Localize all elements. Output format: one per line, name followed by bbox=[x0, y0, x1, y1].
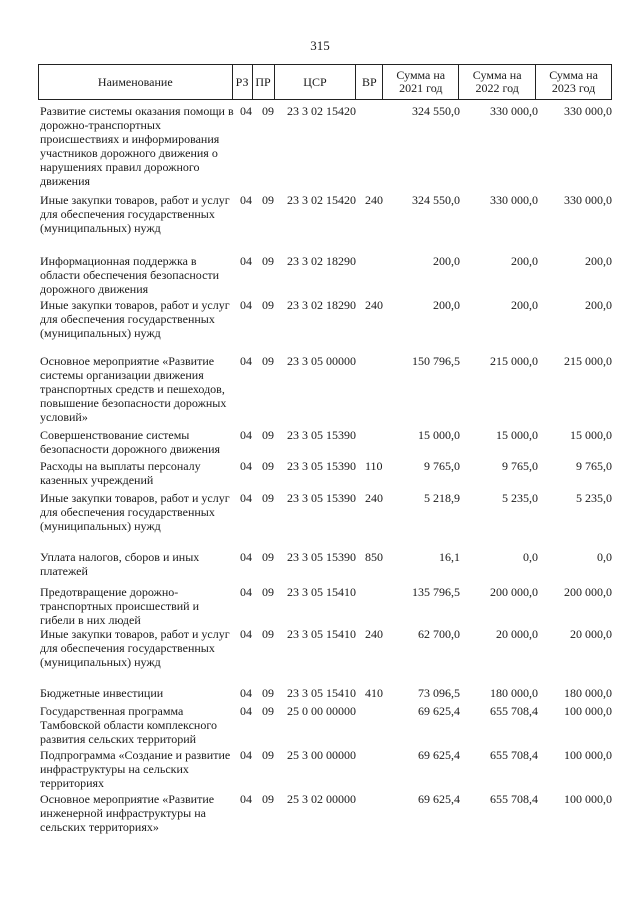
cell-vr: 240 bbox=[365, 627, 383, 641]
cell-sum-2021: 200,0 bbox=[433, 254, 460, 268]
cell-rz: 04 bbox=[240, 193, 252, 207]
cell-sum-2022: 15 000,0 bbox=[496, 428, 538, 442]
cell-pr: 09 bbox=[262, 704, 274, 718]
page-number: 315 bbox=[310, 38, 330, 53]
cell-sum-2023: 215 000,0 bbox=[564, 354, 612, 368]
cell-vr: 240 bbox=[365, 298, 383, 312]
cell-name: Иные закупки товаров, работ и услуг для обеспечения государственных (муниципальных) нужд bbox=[40, 193, 230, 235]
cell-sum-2021: 324 550,0 bbox=[412, 193, 460, 207]
cell-vr: 110 bbox=[365, 459, 383, 473]
cell-sum-2021: 15 000,0 bbox=[418, 428, 460, 442]
cell-sum-2023: 200 000,0 bbox=[564, 585, 612, 599]
cell-name: Основное мероприятие «Развитие инженерной инфраструктуры на сельских территориях» bbox=[40, 792, 215, 834]
cell-sum-2023: 200,0 bbox=[585, 254, 612, 268]
cell-pr: 09 bbox=[262, 354, 274, 368]
cell-name: Бюджетные инвестиции bbox=[40, 686, 164, 700]
cell-csr: 25 3 00 00000 bbox=[287, 748, 356, 762]
cell-rz: 04 bbox=[240, 686, 252, 700]
cell-sum-2021: 73 096,5 bbox=[418, 686, 460, 700]
cell-pr: 09 bbox=[262, 585, 274, 599]
cell-pr: 09 bbox=[262, 748, 274, 762]
cell-name: Иные закупки товаров, работ и услуг для обеспечения государственных (муниципальных) нужд bbox=[40, 491, 230, 533]
cell-sum-2021: 16,1 bbox=[439, 550, 460, 564]
header-csr: ЦСР bbox=[275, 65, 357, 99]
cell-sum-2021: 150 796,5 bbox=[412, 354, 460, 368]
cell-pr: 09 bbox=[262, 104, 274, 118]
cell-rz: 04 bbox=[240, 627, 252, 641]
cell-pr: 09 bbox=[262, 550, 274, 564]
cell-sum-2023: 0,0 bbox=[597, 550, 612, 564]
header-sum-2021: Сумма на 2021 год bbox=[383, 65, 459, 99]
cell-name: Предотвращение дорожно-транспортных происшествий и гибели в них людей bbox=[40, 585, 199, 627]
cell-rz: 04 bbox=[240, 704, 252, 718]
cell-rz: 04 bbox=[240, 354, 252, 368]
cell-sum-2021: 69 625,4 bbox=[418, 748, 460, 762]
cell-csr: 23 3 02 15420 bbox=[287, 104, 356, 118]
cell-sum-2022: 655 708,4 bbox=[490, 792, 538, 806]
cell-pr: 09 bbox=[262, 686, 274, 700]
cell-csr: 23 3 02 18290 bbox=[287, 254, 356, 268]
cell-pr: 09 bbox=[262, 428, 274, 442]
cell-csr: 23 3 05 15410 bbox=[287, 686, 356, 700]
header-rz: РЗ bbox=[233, 65, 253, 99]
cell-name: Расходы на выплаты персоналу казенных учреждений bbox=[40, 459, 201, 487]
header-sum-2023: Сумма на 2023 год bbox=[536, 65, 612, 99]
cell-sum-2021: 324 550,0 bbox=[412, 104, 460, 118]
cell-csr: 23 3 05 15410 bbox=[287, 627, 356, 641]
cell-sum-2022: 9 765,0 bbox=[502, 459, 538, 473]
cell-sum-2021: 200,0 bbox=[433, 298, 460, 312]
cell-sum-2022: 200,0 bbox=[511, 298, 538, 312]
cell-csr: 23 3 05 15390 bbox=[287, 491, 356, 505]
cell-rz: 04 bbox=[240, 491, 252, 505]
cell-sum-2021: 69 625,4 bbox=[418, 792, 460, 806]
cell-rz: 04 bbox=[240, 585, 252, 599]
cell-name: Уплата налогов, сборов и иных платежей bbox=[40, 550, 200, 578]
cell-csr: 25 3 02 00000 bbox=[287, 792, 356, 806]
cell-sum-2022: 5 235,0 bbox=[502, 491, 538, 505]
cell-sum-2023: 100 000,0 bbox=[564, 792, 612, 806]
cell-csr: 23 3 05 00000 bbox=[287, 354, 356, 368]
cell-rz: 04 bbox=[240, 254, 252, 268]
header-sum-2022: Сумма на 2022 год bbox=[459, 65, 536, 99]
cell-sum-2021: 135 796,5 bbox=[412, 585, 460, 599]
cell-vr: 240 bbox=[365, 491, 383, 505]
cell-sum-2023: 330 000,0 bbox=[564, 193, 612, 207]
cell-pr: 09 bbox=[262, 459, 274, 473]
cell-vr: 850 bbox=[365, 550, 383, 564]
cell-sum-2022: 20 000,0 bbox=[496, 627, 538, 641]
cell-sum-2023: 180 000,0 bbox=[564, 686, 612, 700]
cell-pr: 09 bbox=[262, 491, 274, 505]
header-name: Наименование bbox=[39, 65, 233, 99]
cell-sum-2023: 15 000,0 bbox=[570, 428, 612, 442]
cell-sum-2022: 200,0 bbox=[511, 254, 538, 268]
cell-vr: 410 bbox=[365, 686, 383, 700]
cell-rz: 04 bbox=[240, 298, 252, 312]
cell-sum-2022: 655 708,4 bbox=[490, 704, 538, 718]
cell-vr: 240 bbox=[365, 193, 383, 207]
cell-rz: 04 bbox=[240, 459, 252, 473]
cell-sum-2023: 330 000,0 bbox=[564, 104, 612, 118]
cell-rz: 04 bbox=[240, 550, 252, 564]
cell-rz: 04 bbox=[240, 428, 252, 442]
cell-sum-2023: 20 000,0 bbox=[570, 627, 612, 641]
cell-csr: 25 0 00 00000 bbox=[287, 704, 356, 718]
cell-name: Иные закупки товаров, работ и услуг для обеспечения государственных (муниципальных) нужд bbox=[40, 298, 230, 340]
cell-csr: 23 3 02 15420 bbox=[287, 193, 356, 207]
table-header bbox=[38, 64, 612, 100]
cell-pr: 09 bbox=[262, 627, 274, 641]
cell-pr: 09 bbox=[262, 792, 274, 806]
cell-sum-2022: 655 708,4 bbox=[490, 748, 538, 762]
cell-sum-2023: 100 000,0 bbox=[564, 704, 612, 718]
cell-rz: 04 bbox=[240, 748, 252, 762]
cell-sum-2022: 180 000,0 bbox=[490, 686, 538, 700]
cell-csr: 23 3 05 15410 bbox=[287, 585, 356, 599]
cell-name: Информационная поддержка в области обеспечения безопасности дорожного движения bbox=[40, 254, 220, 296]
cell-sum-2023: 100 000,0 bbox=[564, 748, 612, 762]
cell-sum-2023: 9 765,0 bbox=[576, 459, 612, 473]
cell-sum-2022: 0,0 bbox=[523, 550, 538, 564]
cell-sum-2021: 62 700,0 bbox=[418, 627, 460, 641]
cell-name: Государственная программа Тамбовской области комплексного развития сельских территорий bbox=[40, 704, 217, 746]
cell-pr: 09 bbox=[262, 254, 274, 268]
cell-sum-2021: 69 625,4 bbox=[418, 704, 460, 718]
cell-sum-2023: 5 235,0 bbox=[576, 491, 612, 505]
cell-sum-2021: 5 218,9 bbox=[424, 491, 460, 505]
cell-name: Развитие системы оказания помощи в дорожно-транспортных происшествиях и информирования участников дорожного движения о нарушениях правил дорожного движения bbox=[40, 104, 234, 188]
cell-sum-2021: 9 765,0 bbox=[424, 459, 460, 473]
header-pr: ПР bbox=[253, 65, 275, 99]
cell-sum-2022: 330 000,0 bbox=[490, 104, 538, 118]
cell-name: Основное мероприятие «Развитие системы организации движения транспортных средств и пешеходов, повышение безопасности дорожных условий» bbox=[40, 354, 227, 424]
cell-sum-2022: 215 000,0 bbox=[490, 354, 538, 368]
header-vr: ВР bbox=[356, 65, 383, 99]
cell-name: Подпрограмма «Создание и развитие инфраструктуры на сельских территориях bbox=[40, 748, 231, 790]
cell-sum-2023: 200,0 bbox=[585, 298, 612, 312]
cell-name: Иные закупки товаров, работ и услуг для обеспечения государственных (муниципальных) нужд bbox=[40, 627, 230, 669]
cell-rz: 04 bbox=[240, 792, 252, 806]
cell-name: Совершенствование системы безопасности дорожного движения bbox=[40, 428, 221, 456]
cell-csr: 23 3 02 18290 bbox=[287, 298, 356, 312]
cell-pr: 09 bbox=[262, 298, 274, 312]
cell-csr: 23 3 05 15390 bbox=[287, 459, 356, 473]
cell-csr: 23 3 05 15390 bbox=[287, 428, 356, 442]
cell-sum-2022: 200 000,0 bbox=[490, 585, 538, 599]
cell-rz: 04 bbox=[240, 104, 252, 118]
cell-pr: 09 bbox=[262, 193, 274, 207]
cell-sum-2022: 330 000,0 bbox=[490, 193, 538, 207]
cell-csr: 23 3 05 15390 bbox=[287, 550, 356, 564]
